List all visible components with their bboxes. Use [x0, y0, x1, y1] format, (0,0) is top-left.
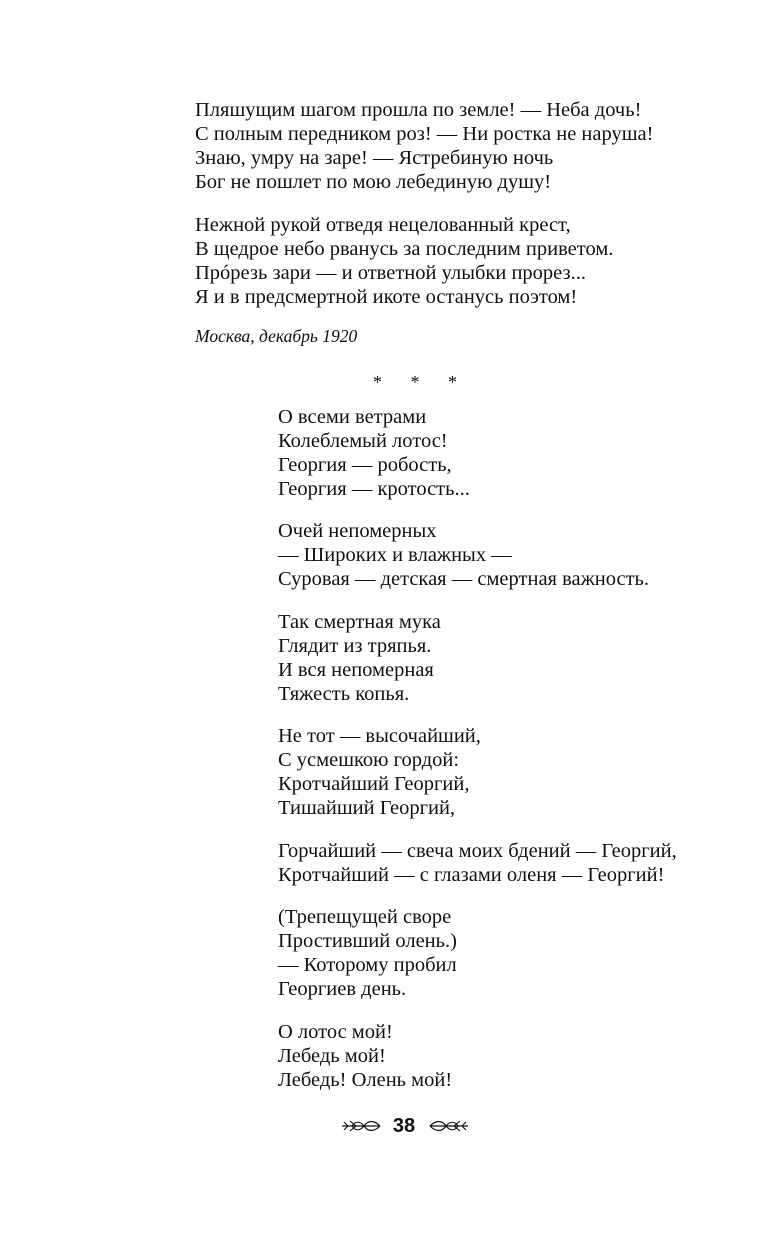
poem-line: Глядит из тряпья.	[278, 635, 432, 657]
poem-line: Георгия — кротость...	[278, 478, 470, 500]
poem-line: (Трепещущей своре	[278, 906, 452, 928]
poem-line: С усмешкою гордой:	[278, 749, 460, 771]
page-footer	[334, 1112, 474, 1142]
poem-line: — Которому пробил	[278, 954, 457, 976]
poem-line: Кротчайший Георгий,	[278, 773, 470, 795]
poem-line: Знаю, умру на заре! — Ястребиную ночь	[195, 147, 554, 169]
place-date: Москва, декабрь 1920	[195, 326, 358, 346]
poem-line: Нежной рукой отведя нецелованный крест,	[195, 214, 571, 236]
poem-line: Пляшущим шагом прошла по земле! — Неба дочь!	[195, 99, 642, 121]
poem-line: Не тот — высочайший,	[278, 725, 481, 747]
poem-line: Лебедь! Олень мой!	[278, 1069, 453, 1091]
poem-line: Суровая — детская — смертная важность.	[278, 568, 650, 590]
poem-line: Очей непомерных	[278, 520, 437, 542]
ornament-right-icon	[426, 1118, 470, 1134]
poem-line: Так смертная мука	[278, 611, 441, 633]
poem-line: О лотос мой!	[278, 1021, 393, 1043]
poem-line: С полным передником роз! — Ни ростка не наруша!	[195, 123, 654, 145]
poem-line: Прóрезь зари — и ответной улыбки прорез...	[195, 262, 586, 284]
poem-line: О всеми ветрами	[278, 406, 427, 428]
poem-line: Георгия — робость,	[278, 454, 452, 476]
poem-line: И вся непомерная	[278, 659, 434, 681]
poem-line: — Широких и влажных —	[278, 544, 512, 566]
section-separator: * * *	[373, 372, 469, 392]
poem-line: Георгиев день.	[278, 978, 407, 1000]
poem-line: Лебедь мой!	[278, 1045, 386, 1067]
poem-line: Тишайший Георгий,	[278, 797, 456, 819]
poem-line: Колеблемый лотос!	[278, 430, 448, 452]
poem-line: Бог не пошлет по мою лебединую душу!	[195, 171, 552, 193]
poem-line: В щедрое небо рванусь за последним приветом.	[195, 238, 614, 260]
ornament-left-icon	[340, 1118, 384, 1134]
poem-line: Тяжесть копья.	[278, 683, 410, 705]
page-number: 38	[392, 1115, 416, 1137]
poem-line: Горчайший — свеча моих бдений — Георгий,	[278, 840, 677, 862]
poem-line: Простивший олень.)	[278, 930, 457, 952]
poem-line: Я и в предсмертной икоте останусь поэтом!	[195, 286, 578, 308]
poem-line: Кротчайший — с глазами оленя — Георгий!	[278, 864, 665, 886]
